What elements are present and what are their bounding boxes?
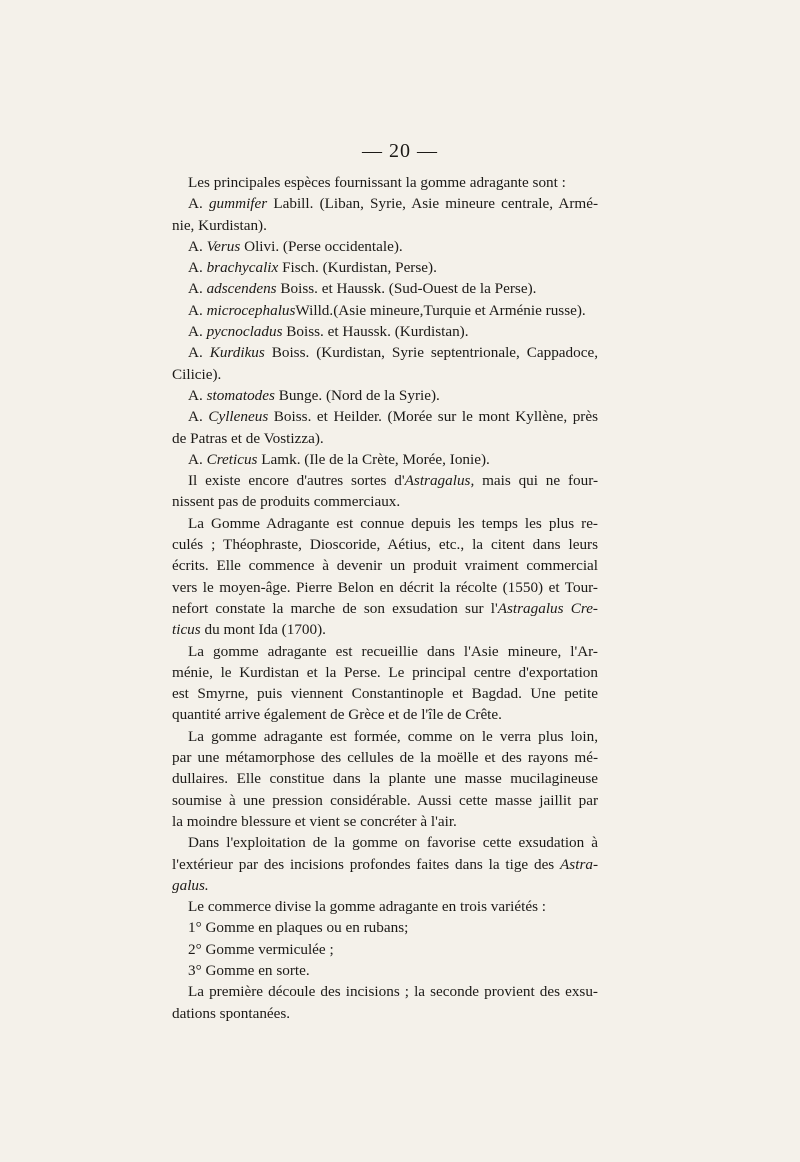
italic-run: Cylleneus [208, 408, 269, 426]
text-line [172, 342, 598, 363]
text-run: Boiss. et Haussk. (Kurdistan). [282, 323, 469, 341]
italic-run: Kurdikus [209, 344, 265, 362]
text-line [172, 832, 598, 853]
text-run: du mont Ida (1700). [200, 621, 326, 639]
text-run: dullaires. Elle constitue dans la plante une masse mucilagineuse [172, 770, 598, 788]
text-run: Dans l'exploitation de la gomme on favorise cette exsudation à [188, 834, 598, 852]
text-run: culés ; Théophraste, Dioscoride, Aétius, etc., la citent dans leurs [172, 536, 598, 554]
text-line [172, 321, 598, 342]
text-run: A. [188, 301, 207, 319]
italic-run: pycnocladus [206, 323, 283, 341]
text-line [172, 577, 598, 598]
italic-run: stomatodes [206, 386, 275, 404]
text-line [172, 534, 598, 555]
text-line [172, 747, 598, 768]
text-run: la moindre blessure et vient se concréter à l'air. [172, 812, 457, 830]
text-run: nissent pas de produits commerciaux. [172, 493, 401, 511]
italic-run: brachycalix [206, 259, 279, 277]
italic-run: microcephalus [206, 301, 296, 319]
text-line [172, 193, 598, 214]
text-run: 1° Gomme en plaques ou en rubans; [188, 919, 409, 937]
text-run: quantité arrive également de Grèce et de l'île de Crête. [172, 706, 502, 724]
text-run: Boiss. (Kurdistan, Syrie septentrionale, Cappadoce, [264, 344, 599, 362]
text-line [172, 257, 598, 278]
italic-run: gummifer [208, 195, 268, 213]
text-run: A. [188, 323, 207, 341]
text-line [172, 939, 598, 960]
text-run: A. [188, 280, 207, 298]
text-line [172, 981, 598, 1002]
text-run: nefort constate la marche de son exsudation sur l' [172, 599, 498, 617]
text-run: nie, Kurdistan). [172, 216, 267, 234]
text-run: A. [188, 386, 207, 404]
text-run: A. [188, 408, 209, 426]
text-run: Le commerce divise la gomme adragante en trois variétés : [188, 898, 547, 916]
text-line [172, 811, 598, 832]
text-run: Boiss. et Haussk. (Sud-Ouest de la Perse). [276, 280, 537, 298]
text-line [172, 704, 598, 725]
text-line [172, 683, 598, 704]
text-line [172, 641, 598, 662]
text-run: dations spontanées. [172, 1004, 291, 1022]
text-run: Il existe encore d'autres sortes d' [188, 472, 405, 490]
text-line [172, 1003, 598, 1024]
text-line [172, 364, 598, 385]
text-run: est Smyrne, puis viennent Constantinople et Bagdad. Une petite [172, 685, 598, 703]
text-run: A. [188, 237, 207, 255]
text-run: Labill. (Liban, Syrie, Asie mineure centrale, Armé- [267, 195, 599, 213]
text-run: écrits. Elle commence à devenir un produit vraiment commercial [172, 557, 598, 575]
text-run: Olivi. (Perse occidentale). [240, 237, 403, 255]
text-line [172, 917, 598, 938]
italic-run: galus. [172, 876, 209, 894]
text-line [172, 300, 598, 321]
text-line [172, 726, 598, 747]
text-line [172, 491, 598, 512]
text-run: A. [188, 195, 209, 213]
text-line [172, 172, 598, 193]
text-run: Bunge. (Nord de la Syrie). [274, 386, 440, 404]
text-line [172, 236, 598, 257]
text-line [172, 449, 598, 470]
text-run: soumise à une pression considérable. Aussi cette masse jaillit par [172, 791, 598, 809]
text-line [172, 598, 598, 619]
text-line [172, 215, 598, 236]
text-run: La gomme adragante est formée, comme on le verra plus loin, [188, 727, 598, 745]
text-run: Boiss. et Heilder. (Morée sur le mont Kyllène, près [268, 408, 599, 426]
italic-run: ticus [172, 621, 201, 639]
text-line [172, 385, 598, 406]
text-line [172, 406, 598, 427]
text-run: vers le moyen-âge. Pierre Belon en décrit la récolte (1550) et Tour- [172, 578, 598, 596]
text-run: A. [188, 344, 210, 362]
text-run: La première découle des incisions ; la seconde provient des exsu- [188, 983, 598, 1001]
text-run: l'extérieur par des incisions profondes faites dans la tige des [172, 855, 561, 873]
italic-run: Astragalus Cre- [497, 599, 598, 617]
text-line [172, 790, 598, 811]
text-run: A. [188, 259, 207, 277]
text-run: Fisch. (Kurdistan, Perse). [278, 259, 437, 277]
body-text [172, 172, 598, 1024]
page-number: — 20 — [362, 140, 438, 162]
text-run: Cilicie). [172, 365, 222, 383]
italic-run: Creticus [206, 450, 258, 468]
italic-run: adscendens [206, 280, 277, 298]
text-run: Willd.(Asie mineure,Turquie et Arménie russe). [295, 301, 586, 319]
text-line [172, 278, 598, 299]
text-line [172, 896, 598, 917]
text-run: par une métamorphose des cellules de la moëlle et des rayons mé- [172, 749, 598, 767]
text-run: La gomme adragante est recueillie dans l'Asie mineure, l'Ar- [188, 642, 598, 660]
text-run: Les principales espèces fournissant la gomme adragante sont : [188, 174, 566, 191]
text-run: Lamk. (Ile de la Crète, Morée, Ionie). [257, 450, 490, 468]
italic-run: Astragalus, [404, 472, 475, 490]
text-run: mais qui ne four- [474, 472, 599, 490]
text-line [172, 470, 598, 491]
text-line [172, 555, 598, 576]
text-line [172, 875, 598, 896]
text-line [172, 854, 598, 875]
text-line [172, 768, 598, 789]
text-line [172, 428, 598, 449]
text-line [172, 619, 598, 640]
text-run: 2° Gomme vermiculée ; [188, 940, 334, 958]
text-run: de Patras et de Vostizza). [172, 429, 324, 447]
text-run: A. [188, 450, 207, 468]
text-line [172, 960, 598, 981]
italic-run: Astra- [560, 855, 598, 873]
text-line [172, 662, 598, 683]
italic-run: Verus [206, 237, 241, 255]
text-run: La Gomme Adragante est connue depuis les temps les plus re- [188, 514, 598, 532]
text-run: 3° Gomme en sorte. [188, 961, 310, 979]
text-line [172, 513, 598, 534]
text-run: ménie, le Kurdistan et la Perse. Le principal centre d'exportation [172, 663, 598, 681]
